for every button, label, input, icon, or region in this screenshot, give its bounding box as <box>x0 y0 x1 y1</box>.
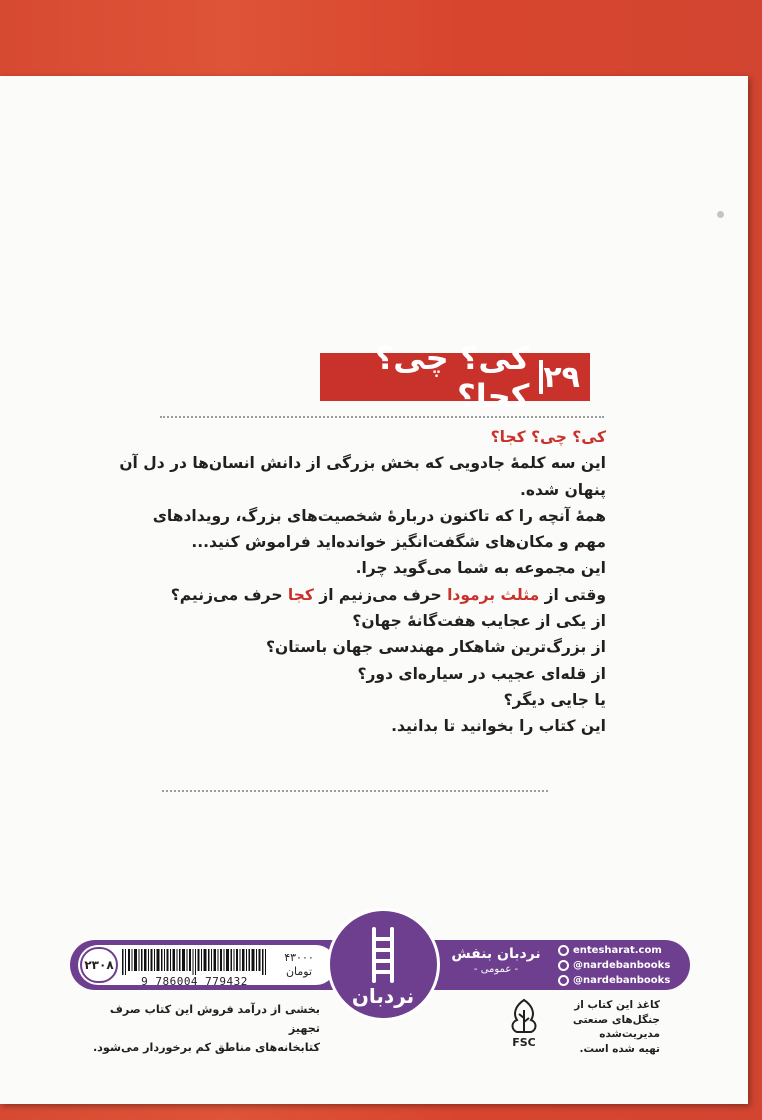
publisher-logo <box>327 908 440 1021</box>
blurb-text: حرف می‌زنیم از <box>313 585 448 604</box>
telegram-icon <box>558 975 569 986</box>
series-banner <box>320 339 590 415</box>
series-number-group <box>529 360 580 395</box>
blurb-line: از قله‌ای عجیب در سیاره‌ای دور؟ <box>357 664 606 683</box>
back-cover-blurb <box>119 424 606 740</box>
bottom-dotted-divider <box>162 790 548 792</box>
globe-icon <box>558 945 569 956</box>
blurb-line: از بزرگ‌ترین شاهکار مهندسی جهان باستان؟ <box>265 638 606 657</box>
note-line: مدیریت‌شده <box>599 1028 660 1040</box>
top-dotted-divider <box>160 416 604 418</box>
imprint-name: نردبان بنفش <box>451 946 541 962</box>
telegram-link[interactable] <box>558 973 670 988</box>
website-link[interactable] <box>558 943 662 958</box>
blurb-line: از یکی از عجایب هفت‌گانهٔ جهان؟ <box>352 612 606 631</box>
fsc-label: FSC <box>512 1036 536 1049</box>
library-donation-note <box>80 1000 320 1057</box>
fsc-tree-icon <box>505 996 543 1050</box>
blurb-line-bermuda <box>170 582 606 608</box>
blurb-line: این کتاب را بخوانید تا بدانید. <box>391 717 606 736</box>
note-line: جنگل‌های صنعتی <box>572 1013 660 1026</box>
blurb-line: مهم و مکان‌های شگفت‌انگیز خوانده‌اید فراموش کنید... <box>191 533 606 552</box>
blurb-line: همهٔ آنچه را که تاکنون دربارهٔ شخصیت‌های بزرگ، رویدادهای <box>152 506 606 525</box>
website-text: entesharat.com <box>573 945 662 956</box>
blurb-highlight-where: کجا <box>287 585 314 604</box>
telegram-text: @nardebanbooks <box>573 975 671 986</box>
catalog-number-badge: ۲۳۰۸ <box>80 947 118 983</box>
blurb-text: وقتی از <box>539 585 606 604</box>
price-value: ۴۳۰۰۰ <box>284 951 314 964</box>
imprint-category: - عمومی - <box>473 964 519 975</box>
isbn-barcode <box>122 949 267 975</box>
blurb-line: پنهان شده. <box>519 480 606 499</box>
blurb-heading: کی؟ چی؟ کجا؟ <box>490 428 606 446</box>
isbn-number: 9 786004 779432 <box>141 975 248 988</box>
price-label <box>270 951 328 979</box>
instagram-link[interactable] <box>558 958 670 973</box>
ladder-logo-icon <box>330 911 437 1018</box>
instagram-icon <box>558 960 569 971</box>
blurb-line: این مجموعه به شما می‌گوید چرا. <box>355 559 606 578</box>
note-line: کتابخانه‌های مناطق کم برخوردار می‌شود. <box>92 1041 320 1054</box>
series-number: ۲۹ <box>543 359 580 395</box>
price-unit: تومان <box>285 965 313 978</box>
note-line: کاغذ این کتاب از <box>574 999 660 1011</box>
note-line: تهیه شده است. <box>579 1042 660 1055</box>
logo-wordmark: نردبان <box>351 984 415 1008</box>
blurb-text: حرف می‌زنیم؟ <box>170 585 288 604</box>
imprint-block <box>448 940 544 990</box>
blurb-line: یا جایی دیگر؟ <box>503 690 606 709</box>
blurb-highlight-bermuda: مثلث برمودا <box>447 585 540 604</box>
instagram-text: @nardebanbooks <box>573 960 671 971</box>
blurb-line: این سه کلمهٔ جادویی که بخش بزرگی از دانش انسان‌ها در دل آن <box>119 454 606 473</box>
paper-speck <box>717 211 724 218</box>
banner-separator <box>539 360 543 394</box>
note-line: بخشی از درآمد فروش این کتاب صرف تجهیز <box>109 1003 320 1035</box>
fsc-paper-note <box>550 998 660 1056</box>
series-title: کی؟ چی؟ کجا؟ <box>374 339 530 415</box>
